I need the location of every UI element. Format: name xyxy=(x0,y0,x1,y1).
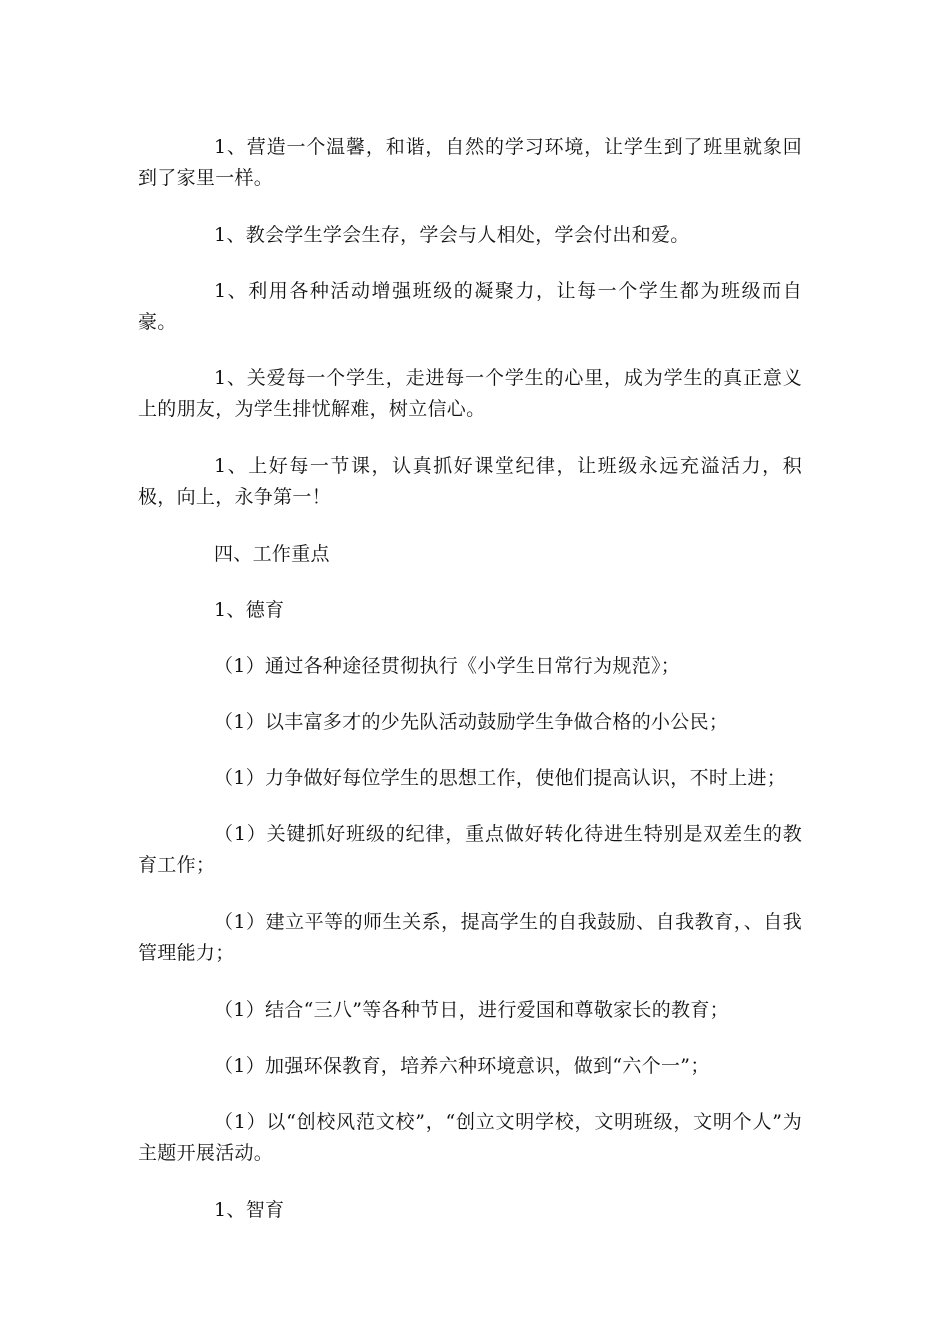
list-item-relationship: （1）建立平等的师生关系，提高学生的自我鼓励、自我教育，、自我管理能力； xyxy=(138,911,802,964)
paragraph-classroom: 1、上好每一节课，认真抓好课堂纪律，让班级永远充溢活力，积极，向上，永争第一！ xyxy=(138,455,802,508)
subheading-moral-education: 1、德育 xyxy=(214,599,285,621)
list-item-norms: （1）通过各种途径贯彻执行《小学生日常行为规范》； xyxy=(214,655,681,677)
paragraph-atmosphere: 1、营造一个温馨，和谐，自然的学习环境，让学生到了班里就象回到了家里一样。 xyxy=(138,136,802,189)
list-item-discipline: （1）关键抓好班级的纪律，重点做好转化待进生特别是双差生的教育工作； xyxy=(138,823,802,876)
document-body xyxy=(138,132,802,1251)
paragraph-care: 1、关爱每一个学生，走进每一个学生的心里，成为学生的真正意义上的朋友，为学生排忧解难，树立信心。 xyxy=(138,367,802,420)
paragraph-life-skills: 1、教会学生学会生存，学会与人相处，学会付出和爱。 xyxy=(214,224,690,246)
list-item-theme-activities: （1）以“创校风范文校”，“创立文明学校，文明班级，文明个人”为主题开展活动。 xyxy=(138,1111,802,1164)
list-item-thought-work: （1）力争做好每位学生的思想工作，使他们提高认识，不时上进； xyxy=(214,767,787,789)
subheading-intellectual-education: 1、智育 xyxy=(214,1199,285,1221)
list-item-environment: （1）加强环保教育，培养六种环境意识，做到“六个一”； xyxy=(214,1055,710,1077)
section-heading-work-focus: 四、工作重点 xyxy=(214,543,330,565)
paragraph-cohesion: 1、利用各种活动增强班级的凝聚力，让每一个学生都为班级而自豪。 xyxy=(138,280,802,333)
list-item-festivals: （1）结合“三八”等各种节日，进行爱国和尊敬家长的教育； xyxy=(214,999,729,1021)
list-item-pioneers: （1）以丰富多才的少先队活动鼓励学生争做合格的小公民； xyxy=(214,711,729,733)
